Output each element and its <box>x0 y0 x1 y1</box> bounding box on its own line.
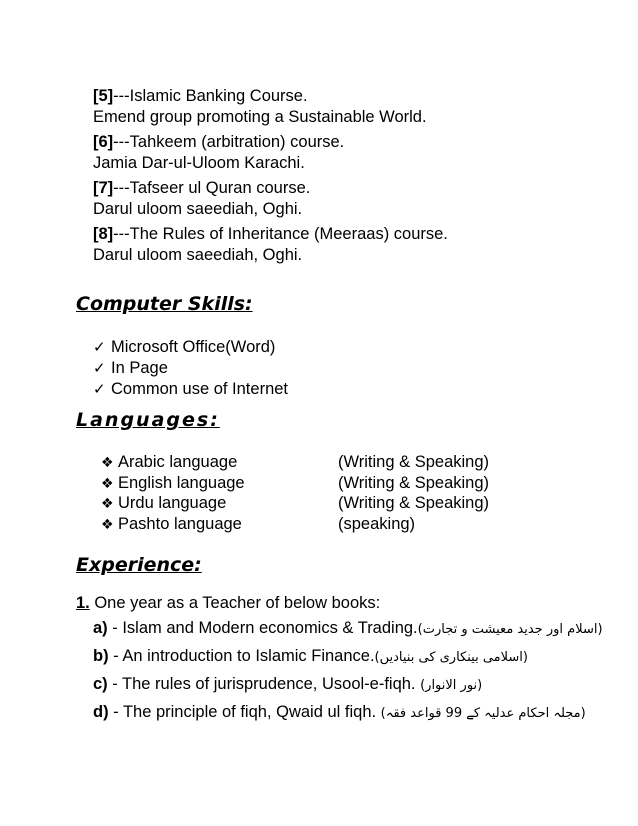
course-title-line <box>93 86 613 107</box>
language-ability: (Writing & Speaking) <box>338 473 490 492</box>
course-institution: Emend group promoting a Sustainable World. <box>93 108 427 126</box>
experience-section <box>76 592 616 726</box>
book-urdu-title: (نور الانوار) <box>420 678 483 693</box>
diamond-bullet-icon: ❖ <box>101 454 114 470</box>
experience-index: 1. <box>76 594 90 612</box>
course-title-line <box>93 132 613 153</box>
book-urdu-title: (اسلامی بینکاری کی بنیادیں) <box>374 650 528 665</box>
course-title: ---The Rules of Inheritance (Meeraas) course. <box>113 225 448 243</box>
skill-item <box>93 379 288 400</box>
language-name: Pashto language <box>118 514 242 533</box>
book-urdu-title: (اسلام اور جدید معیشت و تجارت) <box>417 622 603 637</box>
course-institution: Darul uloom saeediah, Oghi. <box>93 246 303 264</box>
experience-summary: One year as a Teacher of below books: <box>89 594 381 612</box>
skill-label: Common use of Internet <box>111 380 289 398</box>
course-institution: Jamia Dar-ul-Uloom Karachi. <box>93 154 305 172</box>
checkmark-icon: ✓ <box>93 360 106 377</box>
course-item <box>93 224 613 266</box>
languages-list <box>101 452 531 534</box>
language-name: Arabic language <box>118 453 238 471</box>
course-title: ---Tafseer ul Quran course. <box>113 179 311 197</box>
diamond-bullet-icon: ❖ <box>101 474 114 491</box>
language-row <box>101 514 531 535</box>
course-item <box>93 132 613 174</box>
course-title-line <box>93 178 613 199</box>
checkmark-icon: ✓ <box>93 381 106 398</box>
computer-skills-list <box>93 337 288 400</box>
language-row <box>101 493 531 514</box>
course-title-line <box>93 224 613 245</box>
course-number: [7] <box>93 179 114 197</box>
language-ability: (Writing & Speaking) <box>338 453 490 471</box>
book-urdu-title: (مجلہ احکام عدلیہ کے 99 قواعد فقہ) <box>380 706 586 721</box>
skill-item <box>93 358 288 379</box>
course-number: [8] <box>93 225 114 243</box>
book-title: - The rules of jurisprudence, Usool-e-fiqh. <box>107 675 421 693</box>
experience-summary-line <box>76 592 616 614</box>
book-item <box>93 614 616 642</box>
diamond-bullet-icon: ❖ <box>101 515 114 532</box>
book-letter: b) <box>93 647 109 665</box>
course-number: [6] <box>93 133 114 151</box>
book-title: - An introduction to Islamic Finance. <box>108 647 375 665</box>
language-row <box>101 452 531 473</box>
language-ability: (Writing & Speaking) <box>338 494 490 512</box>
book-letter: d) <box>93 703 109 721</box>
book-item <box>93 698 616 726</box>
language-row <box>101 473 531 494</box>
experience-heading: Experience: <box>76 554 202 576</box>
book-title: - The principle of fiqh, Qwaid ul fiqh. <box>108 703 381 721</box>
course-title: ---Tahkeem (arbitration) course. <box>113 133 345 151</box>
checkmark-icon: ✓ <box>93 339 106 356</box>
language-name: English language <box>118 473 245 492</box>
course-item <box>93 178 613 220</box>
language-ability: (speaking) <box>338 514 416 533</box>
language-name: Urdu language <box>118 494 227 512</box>
courses-list <box>93 86 613 270</box>
course-title: ---Islamic Banking Course. <box>113 87 308 105</box>
book-item <box>93 670 616 698</box>
languages-heading: Languages: <box>76 409 220 431</box>
book-letter: a) <box>93 619 108 637</box>
course-item <box>93 86 613 128</box>
skill-label: In Page <box>111 359 168 377</box>
skill-label: Microsoft Office(Word) <box>111 338 276 356</box>
course-institution: Darul uloom saeediah, Oghi. <box>93 200 303 218</box>
book-title: - Islam and Modern economics & Trading. <box>107 619 418 637</box>
computer-skills-heading: Computer Skills: <box>76 293 253 315</box>
book-item <box>93 642 616 670</box>
skill-item <box>93 337 288 358</box>
course-number: [5] <box>93 87 114 105</box>
book-letter: c) <box>93 675 108 693</box>
diamond-bullet-icon: ❖ <box>101 495 114 511</box>
